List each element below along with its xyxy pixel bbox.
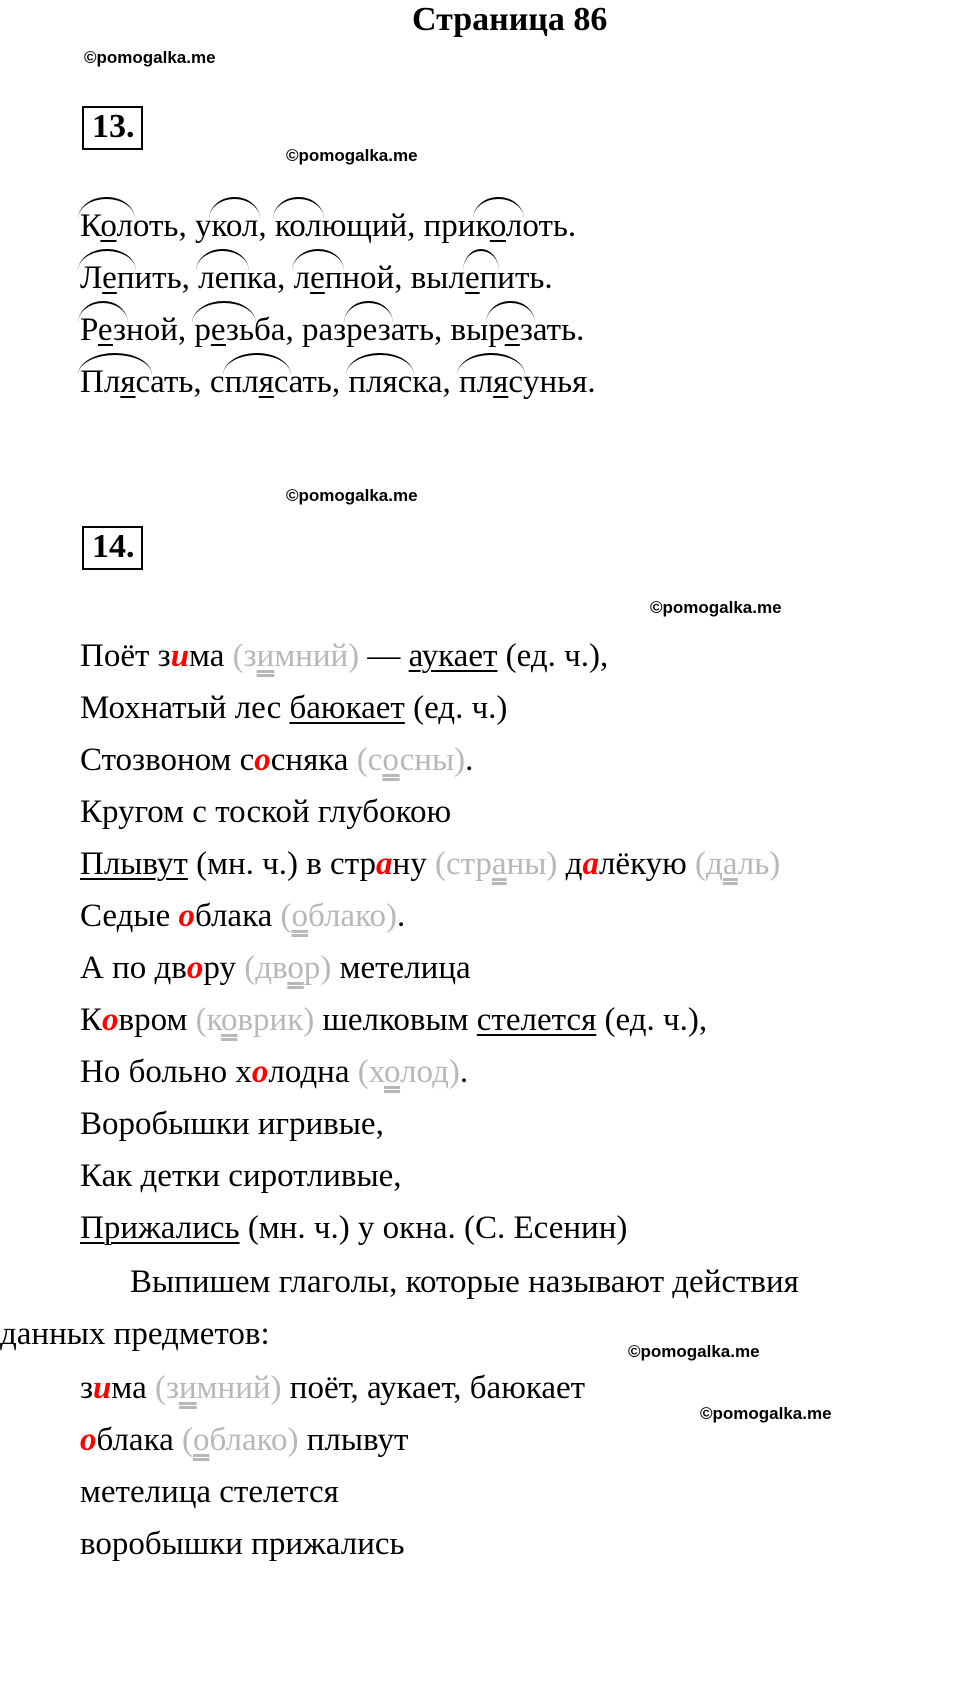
check-word: сны) <box>399 742 466 778</box>
ending: ать, <box>390 312 451 348</box>
text: поёт, аукает, баюкает <box>281 1370 586 1406</box>
poem-line <box>80 1208 627 1248</box>
watermark: ©pomogalka.me <box>286 486 418 505</box>
text: блака <box>96 1422 183 1458</box>
text: Стозвоном с <box>80 742 255 778</box>
check-vowel: а <box>722 846 738 882</box>
text: воробышки прижались <box>80 1526 405 1562</box>
text: плывут <box>298 1422 409 1458</box>
check-vowel: и <box>179 1370 197 1406</box>
highlighted-vowel: а <box>376 846 393 882</box>
root-arc: Леп <box>80 260 135 296</box>
exercise-number-14: 14. <box>82 526 143 570</box>
root-arc: рез <box>488 312 533 348</box>
root-arc: кол <box>211 208 259 244</box>
root-arc: Пляс <box>80 364 151 400</box>
check-word: ( <box>182 1422 194 1458</box>
unstressed-vowel: е <box>102 260 117 296</box>
text: д <box>557 846 583 882</box>
word <box>195 208 275 244</box>
prefix: вы <box>450 312 489 348</box>
poem-line <box>80 1000 707 1040</box>
text: ма <box>189 638 233 674</box>
check-word: р) <box>303 950 332 986</box>
text: Седые <box>80 898 179 934</box>
check-word: ( <box>280 898 292 934</box>
check-vowel: о <box>383 1054 401 1090</box>
watermark: ©pomogalka.me <box>700 1404 832 1423</box>
summary-line <box>80 1524 405 1564</box>
word <box>424 208 577 244</box>
word-line <box>80 310 584 350</box>
text: Мохнатый лес <box>80 690 290 726</box>
prefix: раз <box>301 312 347 348</box>
text: Как детки сиротливые, <box>80 1158 402 1194</box>
highlighted-vowel: и <box>93 1370 112 1406</box>
check-word: (к <box>195 1002 221 1038</box>
ending: оть, <box>132 208 195 244</box>
root-arc: кол <box>274 208 322 244</box>
word <box>459 364 596 400</box>
poem-line <box>80 792 451 832</box>
check-word: (дв <box>244 950 288 986</box>
check-word: (стр <box>434 846 492 882</box>
verb-underlined: стелется <box>476 1002 597 1038</box>
text: (ед. ч.) <box>404 690 508 726</box>
highlighted-vowel: о <box>254 742 271 778</box>
page-title: Страница 86 <box>412 1 608 38</box>
poem-line <box>80 1052 468 1092</box>
text: (ед. ч.), <box>596 1002 708 1038</box>
word <box>411 260 553 296</box>
summary-line <box>80 1472 339 1512</box>
word <box>194 312 302 348</box>
text: лёкую <box>598 846 696 882</box>
text: з <box>80 1370 94 1406</box>
check-word: (д <box>695 846 723 882</box>
ending: ка, <box>412 364 459 400</box>
ending: ной, <box>126 312 195 348</box>
text: . <box>459 1054 469 1090</box>
check-word: (з <box>232 638 257 674</box>
root-arc: пляс <box>458 364 523 400</box>
highlighted-vowel: о <box>102 1002 119 1038</box>
root-arc: леп <box>198 260 247 296</box>
text: (мн. ч.) в стр <box>187 846 377 882</box>
ending: ать. <box>532 312 585 348</box>
text: вром <box>118 1002 196 1038</box>
unstressed-vowel: о <box>489 208 506 244</box>
word <box>302 312 451 348</box>
watermark: ©pomogalka.me <box>286 146 418 165</box>
watermark: ©pomogalka.me <box>650 598 782 617</box>
highlighted-vowel: о <box>251 1054 269 1090</box>
poem-line <box>80 948 471 988</box>
check-vowel: о <box>193 1422 210 1458</box>
ending: ить, <box>134 260 199 296</box>
summary-intro-continued: данных предметов: <box>0 1316 270 1352</box>
word <box>80 312 194 348</box>
check-vowel: о <box>287 950 304 986</box>
check-word: (з <box>154 1370 179 1406</box>
check-vowel: и <box>256 638 275 674</box>
word <box>80 260 198 296</box>
ending: ать, <box>288 364 349 400</box>
highlighted-vowel: а <box>582 846 599 882</box>
word <box>210 364 348 400</box>
word-line <box>80 206 576 246</box>
summary-intro: Выпишем глаголы, которые называют действия <box>130 1264 799 1300</box>
check-word: (х <box>357 1054 384 1090</box>
verb-underlined: аукает <box>408 638 498 674</box>
unstressed-vowel: е <box>210 312 226 348</box>
root-arc: леп <box>293 260 343 296</box>
prefix: с <box>209 364 225 400</box>
check-vowel: о <box>220 1002 238 1038</box>
summary-line <box>80 1420 408 1460</box>
unstressed-vowel: я <box>120 364 136 400</box>
prefix: при <box>423 208 476 244</box>
poem-line <box>80 636 608 676</box>
text: Но больно х <box>80 1054 252 1090</box>
prefix: у <box>194 208 212 244</box>
ending: оть. <box>522 208 577 244</box>
unstressed-vowel: о <box>100 208 117 244</box>
text: Кругом с тоской глубокою <box>80 794 452 830</box>
check-word: ны) <box>506 846 558 882</box>
text: лодна <box>268 1054 358 1090</box>
prefix: выл <box>410 260 465 296</box>
ending: ать, <box>150 364 210 400</box>
text: ма <box>111 1370 155 1406</box>
check-vowel: о <box>291 898 308 934</box>
text: ну <box>392 846 435 882</box>
ending: ка, <box>246 260 294 296</box>
text: ру <box>203 950 245 986</box>
poem-line <box>80 1156 402 1196</box>
text: шелковым <box>314 1002 477 1038</box>
word <box>275 208 424 244</box>
root-arc: кол <box>475 208 523 244</box>
text: метелица <box>331 950 471 986</box>
word <box>80 208 195 244</box>
text: сняка <box>270 742 357 778</box>
check-word: ль) <box>737 846 781 882</box>
ending: , <box>258 208 275 244</box>
poem-line <box>80 844 780 884</box>
word-line <box>80 258 553 298</box>
highlighted-vowel: о <box>178 898 195 934</box>
check-word: лод) <box>400 1054 460 1090</box>
text: метелица стелется <box>80 1474 339 1510</box>
check-vowel: о <box>382 742 400 778</box>
ending: ной, <box>342 260 411 296</box>
root-arc: Рез <box>80 312 127 348</box>
check-vowel: а <box>491 846 507 882</box>
highlighted-vowel: и <box>170 638 190 674</box>
watermark: ©pomogalka.me <box>84 48 216 67</box>
ending: ющий, <box>321 208 424 244</box>
text: Воробышки игривые, <box>80 1106 384 1142</box>
text: (мн. ч.) у окна. (С. Есенин) <box>239 1210 628 1246</box>
text: Поёт з <box>80 638 171 674</box>
ending: ба, <box>254 312 302 348</box>
root-arc: пляс <box>348 364 413 400</box>
text: блака <box>194 898 281 934</box>
highlighted-vowel: о <box>80 1422 97 1458</box>
word <box>294 260 411 296</box>
unstressed-vowel: е <box>310 260 325 296</box>
check-word: врик) <box>237 1002 315 1038</box>
text: . <box>465 742 474 778</box>
check-word: мний) <box>274 638 360 674</box>
verb-underlined: баюкает <box>289 690 405 726</box>
text: К <box>80 1002 103 1038</box>
unstressed-vowel: я <box>493 364 509 400</box>
word <box>451 312 585 348</box>
verb-underlined: Плывут <box>80 846 188 882</box>
root-arc: резь <box>194 312 255 348</box>
text: — <box>359 638 409 674</box>
poem-line <box>80 740 473 780</box>
unstressed-vowel: е <box>97 312 113 348</box>
text: . <box>396 898 406 934</box>
exercise-number-13: 13. <box>82 106 143 150</box>
unstressed-vowel: е <box>504 312 520 348</box>
summary-line <box>80 1368 585 1408</box>
word-line <box>80 362 596 402</box>
root-arc: рез <box>346 312 391 348</box>
text: (ед. ч.), <box>497 638 609 674</box>
check-word: блако) <box>308 898 397 934</box>
ending: ить. <box>497 260 553 296</box>
poem-line <box>80 1104 384 1144</box>
root-arc: еп <box>464 260 498 296</box>
poem-line <box>80 896 405 936</box>
poem-line <box>80 688 507 728</box>
root-arc: пляс <box>224 364 289 400</box>
unstressed-vowel: я <box>258 364 274 400</box>
root-arc: Кол <box>80 208 133 244</box>
check-word: блако) <box>209 1422 299 1458</box>
watermark: ©pomogalka.me <box>628 1342 760 1361</box>
check-word: мний) <box>196 1370 282 1406</box>
highlighted-vowel: о <box>186 950 204 986</box>
verb-underlined: Прижались <box>80 1210 240 1246</box>
text: А по дв <box>80 950 187 986</box>
word <box>198 260 293 296</box>
unstressed-vowel: е <box>464 260 480 296</box>
check-word: (с <box>356 742 383 778</box>
word <box>80 364 210 400</box>
word <box>348 364 459 400</box>
ending: унья. <box>522 364 596 400</box>
